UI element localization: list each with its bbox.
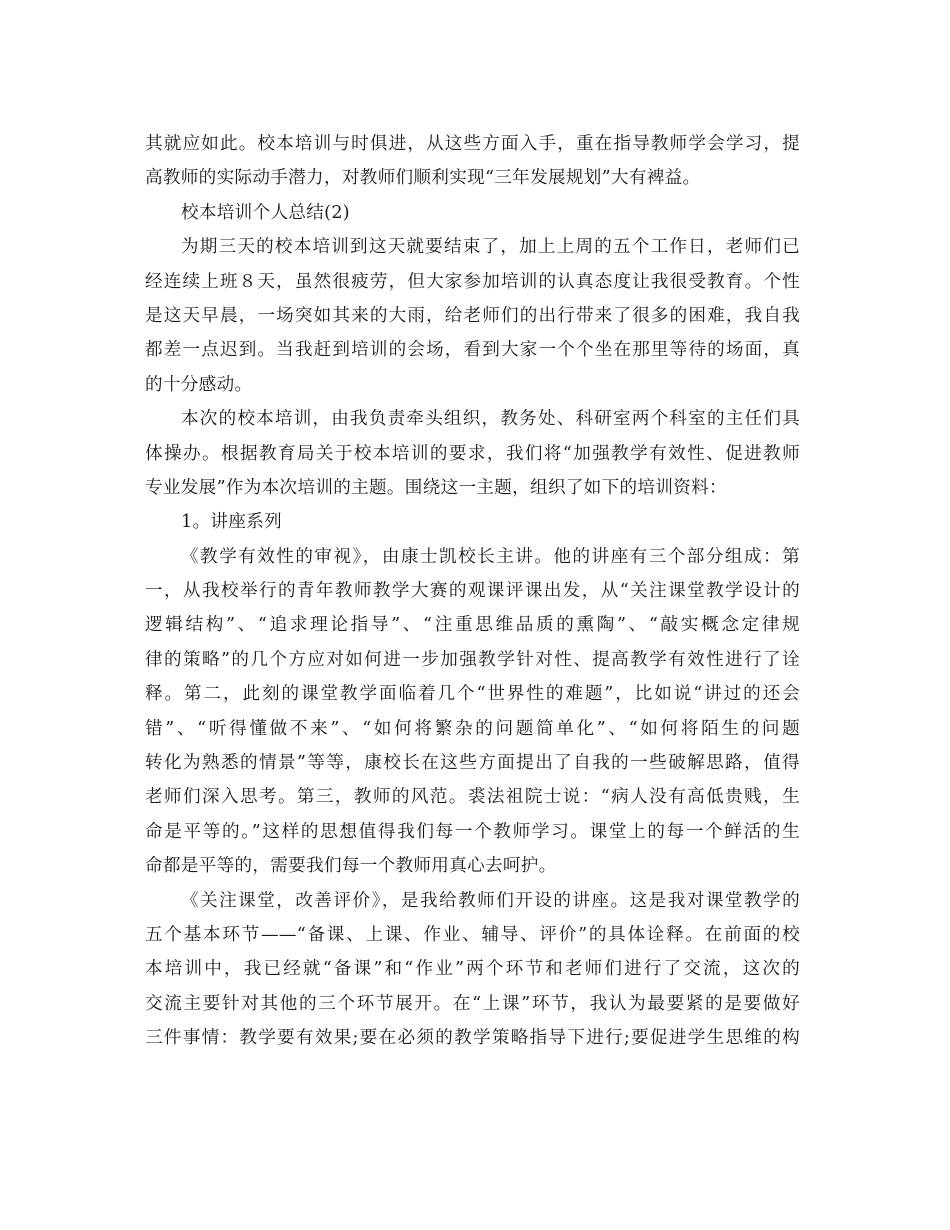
- text-line: 律的策略”的几个方应对如何进一步加强教学针对性、提高教学有效性进行了诠: [145, 649, 800, 670]
- document-body: [145, 127, 800, 1056]
- text-line: 转化为熟悉的情景”等等，康校长在这些方面提出了自我的一些破解思路，值得: [145, 753, 800, 774]
- text-line: 命是平等的。”这样的思想值得我们每一个教师学习。课堂上的每一个鲜活的生: [145, 821, 800, 842]
- text-line: 一，从我校举行的青年教师教学大赛的观课评课出发，从“关注课堂教学设计的: [145, 581, 800, 602]
- text-line: 《关注课堂，改善评价》，是我给教师们开设的讲座。这是我对课堂教学的: [181, 890, 800, 911]
- text-line: 1。讲座系列: [181, 512, 282, 533]
- text-line: 三件事情：教学要有效果;要在必须的教学策略指导下进行;要促进学生思维的构: [145, 1028, 800, 1049]
- text-line: 体操办。根据教育局关于校本培训的要求，我们将“加强教学有效性、促进教师: [145, 443, 800, 464]
- text-line: 校本培训个人总结(2): [181, 202, 350, 223]
- text-line: 交流主要针对其他的三个环节展开。在“上课”环节，我认为最要紧的是要做好: [145, 993, 800, 1014]
- text-line: 本次的校本培训，由我负责牵头组织，教务处、科研室两个科室的主任们具: [181, 409, 800, 430]
- text-line: 错”、“听得懂做不来”、“如何将繁杂的问题简单化”、“如何将陌生的问题: [145, 718, 800, 739]
- text-line: 为期三天的校本培训到这天就要结束了，加上上周的五个工作日，老师们已: [181, 237, 800, 258]
- text-line: 经连续上班８天，虽然很疲劳，但大家参加培训的认真态度让我很受教育。个性: [145, 271, 800, 292]
- text-line: 专业发展”作为本次培训的主题。围绕这一主题，组织了如下的培训资料：: [145, 477, 727, 498]
- text-line: 都差一点迟到。当我赶到培训的会场，看到大家一个个坐在那里等待的场面，真: [145, 340, 800, 361]
- text-line: 逻辑结构”、“追求理论指导”、“注重思维品质的熏陶”、“敲实概念定律规: [145, 615, 800, 636]
- text-line: 《教学有效性的审视》，由康士凯校长主讲。他的讲座有三个部分组成：第: [181, 546, 800, 567]
- text-line: 的十分感动。: [145, 374, 253, 395]
- text-line: 五个基本环节——“备课、上课、作业、辅导、评价”的具体诠释。在前面的校: [145, 924, 800, 945]
- text-line: 老师们深入思考。第三，教师的风范。裘法祖院士说：“病人没有高低贵贱，生: [145, 787, 800, 808]
- text-line: 是这天早晨，一场突如其来的大雨，给老师们的出行带来了很多的困难，我自我: [145, 305, 800, 326]
- text-line: 其就应如此。校本培训与时俱进，从这些方面入手，重在指导教师学会学习，提: [145, 134, 800, 154]
- text-line: 释。第二，此刻的课堂教学面临着几个“世界性的难题”，比如说“讲过的还会: [145, 684, 800, 705]
- text-line: 高教师的实际动手潜力，对教师们顺利实现“三年发展规划”大有裨益。: [145, 168, 701, 189]
- text-line: 命都是平等的，需要我们每一个教师用真心去呵护。: [145, 856, 557, 877]
- text-line: 本培训中，我已经就“备课”和“作业”两个环节和老师们进行了交流，这次的: [145, 959, 800, 980]
